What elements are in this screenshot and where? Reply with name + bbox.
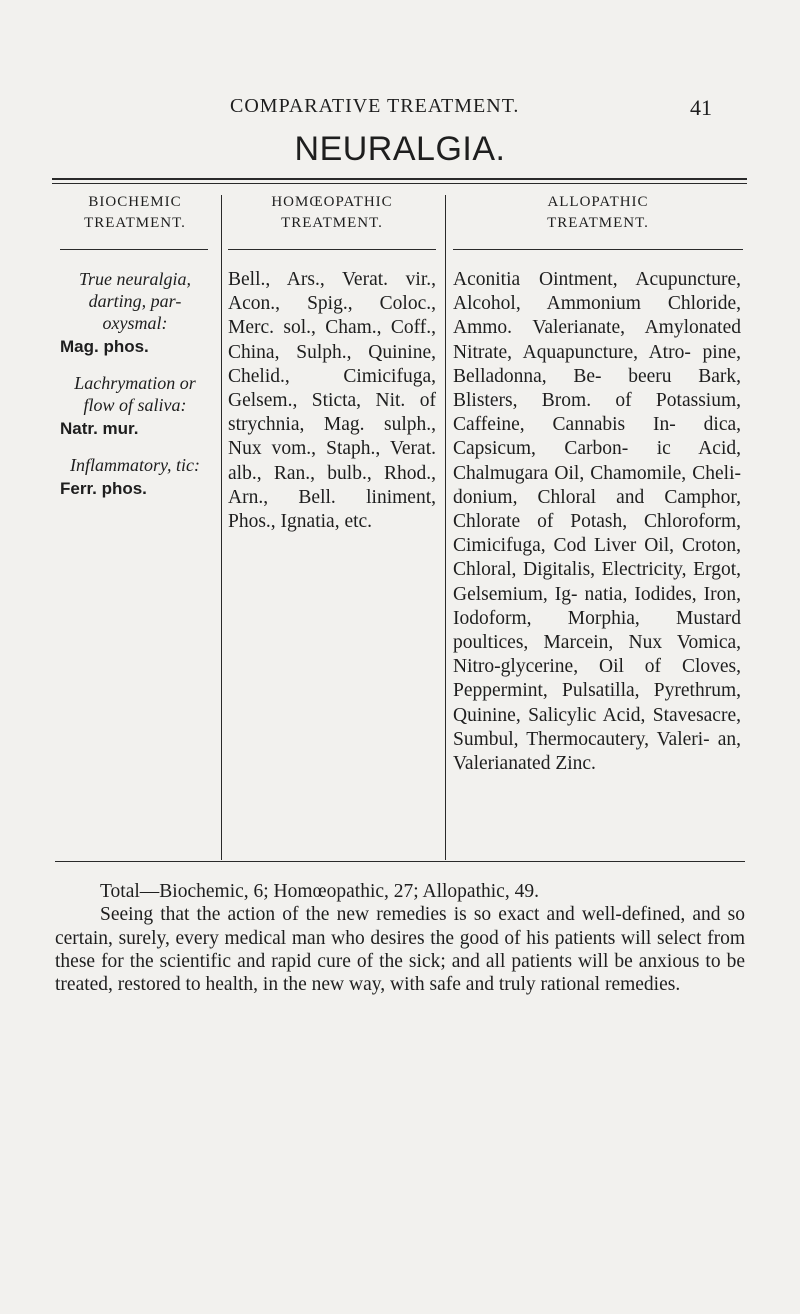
table-bottom-rule: [55, 861, 745, 862]
body-text: [55, 880, 745, 996]
heading-biochemic-line2: TREATMENT.: [84, 215, 186, 231]
biochemic-column: [60, 268, 210, 514]
biochemic-entry: [60, 454, 210, 500]
header-underline-biochemic: [60, 249, 208, 250]
biochemic-entry: [60, 268, 210, 358]
heading-homoeopathic-line2: TREATMENT.: [281, 215, 383, 231]
heading-homoeopathic: [228, 192, 436, 234]
top-rule-thick: [52, 178, 747, 180]
biochemic-condition: Lachrymation or flow of saliva:: [74, 373, 196, 415]
column-divider-left: [221, 195, 222, 860]
heading-biochemic-line1: BIOCHEMIC: [88, 194, 182, 210]
closing-paragraph: Seeing that the action of the new remedies is so exact and well-defined, and so certain, surely, every medical man who desires the good of his patients will select from these for the scientific and rapid cure of the sick; and all patients will be anxious to be treated, restored to health, in the new way, with safe and truly rational remedies.: [55, 904, 745, 996]
biochemic-remedy: Natr. mur.: [60, 419, 139, 438]
column-divider-right: [445, 195, 446, 860]
heading-allopathic-line1: ALLOPATHIC: [547, 194, 649, 210]
allopathic-remedies: Aconitia Ointment, Acupuncture, Alcohol, Ammonium Chloride, Ammo. Valerianate, Amylonated Nitrate, Aquapuncture, Atro- pine, Belladonna, Be- beeru Bark, Blisters, Brom. of Potassium, Caffeine, Cannabis In- dica, Capsicum, Carbon- ic Acid, Chalmugara Oil, Chamomile, Cheli- donium, Chloral and Camphor, Chlorate of Potash, Chloroform, Cimicifuga, Cod Liver Oil, Croton, Chloral, Digitalis, Electricity, Ergot, Gelsemium, Ig- natia, Iodides, Iron, Iodoform, Morphia, Mustard poultices, Marcein, Nux Vomica, Nitro-glycerine, Oil of Cloves, Peppermint, Pulsatilla, Pyrethrum, Quinine, Salicylic Acid, Stavesacre, Sumbul, Thermocautery, Valeri- an, Valerianated Zinc.: [453, 269, 741, 775]
biochemic-remedy: Mag. phos.: [60, 337, 149, 356]
biochemic-condition: True neuralgia, darting, par- oxysmal:: [78, 269, 191, 333]
biochemic-condition: Inflammatory, tic:: [70, 455, 200, 475]
running-title: COMPARATIVE TREATMENT.: [230, 95, 520, 117]
heading-allopathic: [453, 192, 743, 234]
homoeopathic-remedies: Bell., Ars., Verat. vir., Acon., Spig., Coloc., Merc. sol., Cham., Coff., China, Sulph., Quinine, Chelid., Cimicifuga, Gelsem., Sticta, Nit. of strychnia, Mag. sulph., Nux vom., Staph., Verat. alb., Ran., bulb., Rhod., Arn., Bell. liniment, Phos., Ignatia, etc.: [228, 269, 436, 533]
heading-allopathic-line2: TREATMENT.: [547, 215, 649, 231]
header-underline-allopathic: [453, 249, 743, 250]
totals-line: Total—Biochemic, 6; Homœopathic, 27; Allopathic, 49.: [100, 881, 539, 902]
section-title: NEURALGIA.: [294, 130, 506, 168]
top-rule-thin: [52, 183, 747, 184]
biochemic-entry: [60, 372, 210, 440]
page-number: 41: [690, 95, 712, 120]
header-underline-homoeopathic: [228, 249, 436, 250]
heading-biochemic: [60, 192, 210, 234]
biochemic-remedy: Ferr. phos.: [60, 479, 147, 498]
heading-homoeopathic-line1: HOMŒOPATHIC: [271, 194, 393, 210]
